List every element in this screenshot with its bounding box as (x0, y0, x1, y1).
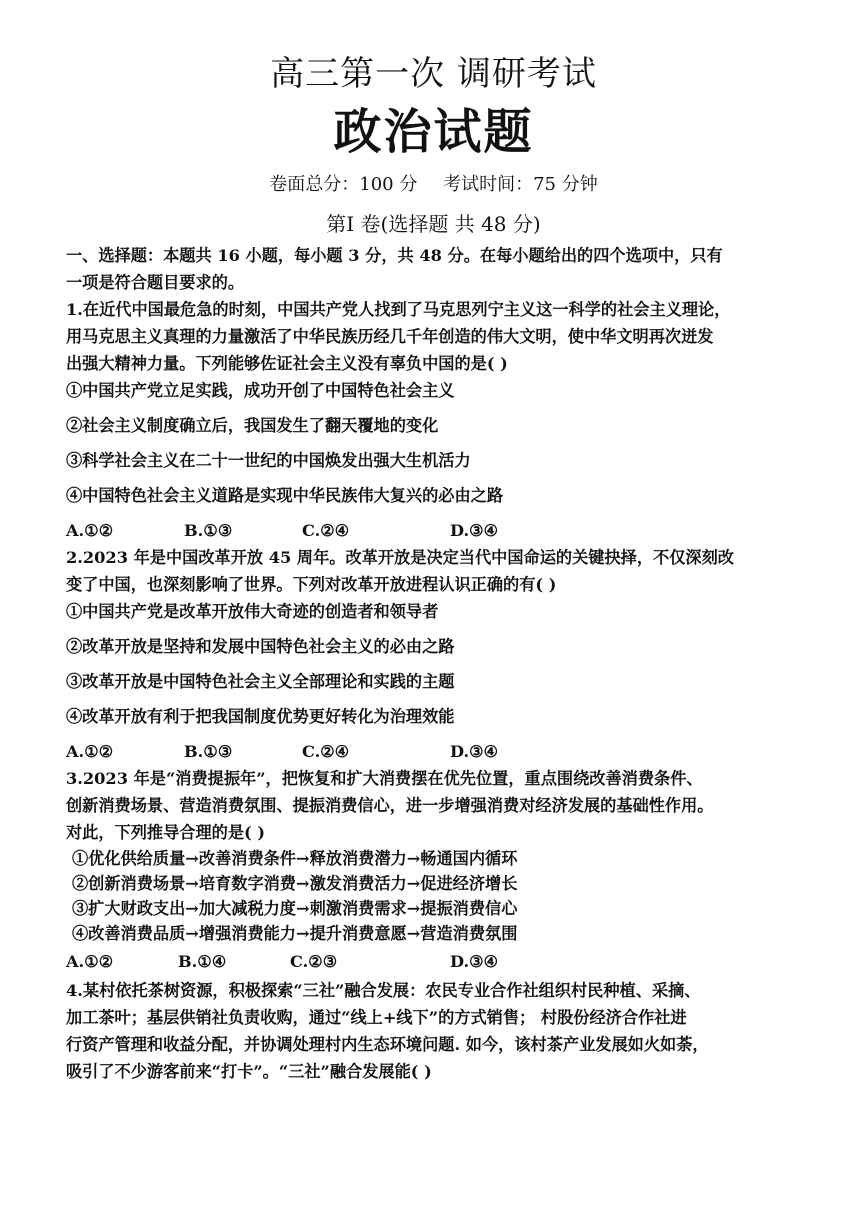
stem-line: 出强大精神力量。下列能够佐证社会主义没有辜负中国的是( ) (66, 354, 508, 373)
choice-a: A.①② (66, 952, 114, 971)
statement-option: ④改善消费品质→增强消费能力→提升消费意愿→营造消费氛围 (72, 924, 518, 943)
question-3 (66, 765, 806, 975)
statement-option: ③科学社会主义在二十一世纪的中国焕发出强大生机活力 (66, 451, 471, 470)
instructions-line: 一、选择题：本题共 16 小题，每小题 3 分，共 48 分。在每小题给出的四个选项中，只有 (66, 246, 723, 265)
statement-option: ④改革开放有利于把我国制度优势更好转化为治理效能 (66, 707, 455, 726)
choice-b: B.①④ (178, 952, 227, 971)
choice-c: C.②③ (290, 952, 338, 971)
exam-title: 高三第一次 调研考试 (270, 54, 597, 94)
statement-option: ②改革开放是坚持和发展中国特色社会主义的必由之路 (66, 637, 455, 656)
stem-line: 1.在近代中国最危急的时刻，中国共产党人找到了马克思列宁主义这一科学的社会主义理论， (66, 300, 731, 319)
choice-a: A.①② (66, 521, 114, 540)
section-title: 第Ⅰ 卷(选择题 共 48 分) (326, 212, 541, 236)
statement-option: ③扩大财政支出→加大减税力度→刺激消费需求→提振消费信心 (72, 899, 518, 918)
instructions (66, 242, 806, 296)
question-stem (66, 544, 806, 598)
question-stem (66, 765, 806, 846)
total-score: 卷面总分：100 分 (269, 174, 418, 195)
question-1 (66, 296, 806, 544)
choice-b: B.①③ (184, 742, 233, 761)
exam-duration: 考试时间：75 分钟 (443, 174, 598, 195)
stem-line: 对此，下列推导合理的是( ) (66, 823, 266, 842)
statement-option: ①优化供给质量→改善消费条件→释放消费潜力→畅通国内循环 (72, 849, 518, 868)
statement-option: ①中国共产党是改革开放伟大奇迹的创造者和领导者 (66, 602, 439, 621)
choice-b: B.①③ (184, 521, 233, 540)
instructions-line: 一项是符合题目要求的。 (66, 273, 245, 292)
stem-line: 创新消费场景、营造消费氛围、提振消费信心，进一步增强消费对经济发展的基础性作用。 (66, 796, 714, 815)
stem-line: 变了中国，也深刻影响了世界。下列对改革开放进程认识正确的有( ) (66, 575, 557, 594)
question-stem (66, 977, 806, 1085)
statement-option: ①中国共产党立足实践，成功开创了中国特色社会主义 (66, 381, 455, 400)
statement-options (66, 846, 806, 946)
choice-d: D.③④ (450, 952, 499, 971)
statement-option: ④中国特色社会主义道路是实现中华民族伟大复兴的必由之路 (66, 486, 504, 505)
stem-line: 行资产管理和收益分配，并协调处理村内生态环境问题. 如今，该村茶产业发展如火如荼， (66, 1035, 709, 1054)
question-2 (66, 544, 806, 765)
answer-choices (66, 738, 806, 765)
question-content (66, 242, 806, 1085)
answer-choices (66, 948, 806, 975)
stem-line: 用马克思主义真理的力量激活了中华民族历经几千年创造的伟大文明，使中华文明再次迸发 (66, 327, 714, 346)
choice-c: C.②④ (302, 742, 350, 761)
subject-title: 政治试题 (333, 104, 534, 160)
answer-choices (66, 517, 806, 544)
choice-a: A.①② (66, 742, 114, 761)
statement-options (66, 377, 806, 509)
stem-line: 4.某村依托茶树资源，积极探索“三社”融合发展：农民专业合作社组织村民种植、采摘、 (66, 981, 701, 1000)
choice-c: C.②④ (302, 521, 350, 540)
question-4 (66, 977, 806, 1085)
stem-line: 3.2023 年是“消费提振年”，把恢复和扩大消费摆在优先位置，重点围绕改善消费条件、 (66, 769, 703, 788)
stem-line: 2.2023 年是中国改革开放 45 周年。改革开放是决定当代中国命运的关键抉择，不仅深刻改 (66, 548, 734, 567)
exam-info (0, 172, 867, 198)
statement-option: ②创新消费场景→培育数字消费→激发消费活力→促进经济增长 (72, 874, 518, 893)
statement-option: ③改革开放是中国特色社会主义全部理论和实践的主题 (66, 672, 455, 691)
question-stem (66, 296, 806, 377)
statement-options (66, 598, 806, 730)
stem-line: 加工茶叶；基层供销社负责收购，通过“线上+线下”的方式销售； 村股份经济合作社进 (66, 1008, 687, 1027)
choice-d: D.③④ (450, 521, 499, 540)
stem-line: 吸引了不少游客前来“打卡”。“三社”融合发展能( ) (66, 1062, 432, 1081)
statement-option: ②社会主义制度确立后，我国发生了翻天覆地的变化 (66, 416, 439, 435)
choice-d: D.③④ (450, 742, 499, 761)
